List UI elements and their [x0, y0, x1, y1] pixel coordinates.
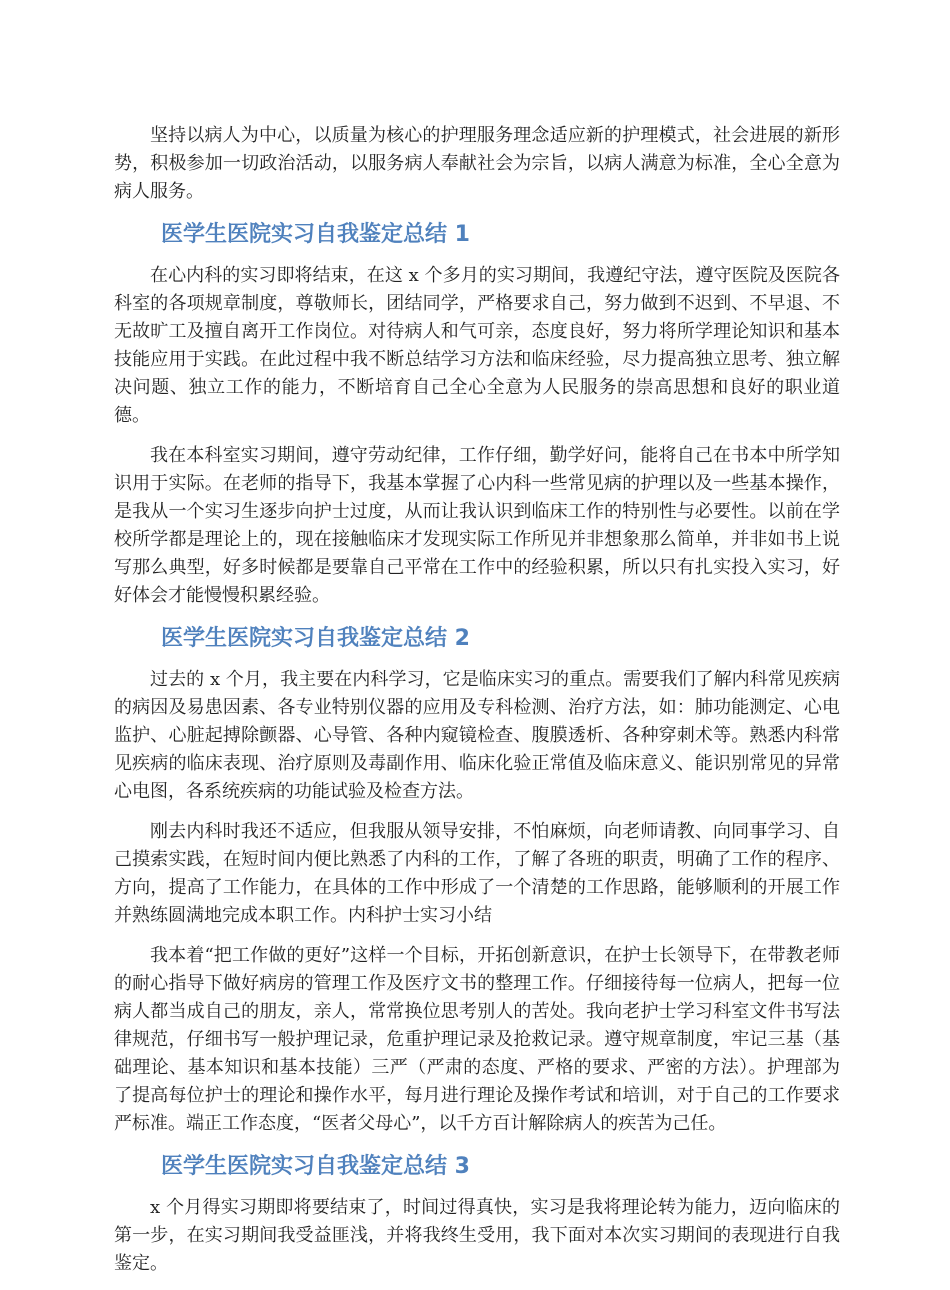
section-3-title: 医学生医院实习自我鉴定总结 3	[161, 1154, 470, 1179]
document-page	[114, 122, 840, 1290]
section-3-paragraph-1: x 个月得实习期即将要结束了，时间过得真快，实习是我将理论转为能力，迈向临床的第一步，在实习期间我受益匪浅，并将我终生受用，我下面对本次实习期间的表现进行自我鉴定。	[114, 1197, 840, 1274]
intro-paragraph: 坚持以病人为中心，以质量为核心的护理服务理念适应新的护理模式，社会进展的新形势，积极参加一切政治活动，以服务病人奉献社会为宗旨，以病人满意为标准，全心全意为病人服务。	[114, 125, 840, 202]
section-2-paragraph-3: 我本着“把工作做的更好”这样一个目标，开拓创新意识，在护士长领导下，在带教老师的耐心指导下做好病房的管理工作及医疗文书的整理工作。仔细接待每一位病人，把每一位病人都当成自己的朋友，亲人，常常换位思考别人的苦处。我向老护士学习科室文件书写法律规范，仔细书写一般护理记录，危重护理记录及抢救记录。遵守规章制度，牢记三基（基础理论、基本知识和基本技能）三严（严肃的态度、严格的要求、严密的方法）。护理部为了提高每位护士的理论和操作水平，每月进行理论及操作考试和培训，对于自己的工作要求严标准。端正工作态度，“医者父母心”，以千方百计解除病人的疾苦为己任。	[114, 945, 840, 1134]
section-1-paragraph-2: 我在本科室实习期间，遵守劳动纪律，工作仔细，勤学好问，能将自己在书本中所学知识用于实际。在老师的指导下，我基本掌握了心内科一些常见病的护理以及一些基本操作，是我从一个实习生逐步向护士过度，从而让我认识到临床工作的特别性与必要性。以前在学校所学都是理论上的，现在接触临床才发现实际工作所见并非想象那么简单，并非如书上说写那么典型，好多时候都是要靠自己平常在工作中的经验积累，所以只有扎实投入实习，好好体会才能慢慢积累经验。	[114, 445, 840, 606]
section-2-paragraph-2: 刚去内科时我还不适应，但我服从领导安排，不怕麻烦，向老师请教、向同事学习、自己摸索实践，在短时间内便比熟悉了内科的工作，了解了各班的职责，明确了工作的程序、方向，提高了工作能力，在具体的工作中形成了一个清楚的工作思路，能够顺利的开展工作并熟练圆满地完成本职工作。内科护士实习小结	[114, 821, 840, 926]
section-2-title: 医学生医院实习自我鉴定总结 2	[161, 626, 470, 651]
section-1-title: 医学生医院实习自我鉴定总结 1	[161, 222, 470, 247]
section-1-paragraph-1: 在心内科的实习即将结束，在这 x 个多月的实习期间，我遵纪守法，遵守医院及医院各科室的各项规章制度，尊敬师长，团结同学，严格要求自己，努力做到不迟到、不早退、不无故旷工及擅自离开工作岗位。对待病人和气可亲，态度良好，努力将所学理论知识和基本技能应用于实践。在此过程中我不断总结学习方法和临床经验，尽力提高独立思考、独立解决问题、独立工作的能力，不断培育自己全心全意为人民服务的崇高思想和良好的职业道德。	[114, 265, 840, 426]
section-2-paragraph-1: 过去的 x 个月，我主要在内科学习，它是临床实习的重点。需要我们了解内科常见疾病的病因及易患因素、各专业特别仪器的应用及专科检测、治疗方法，如：肺功能测定、心电监护、心脏起搏除颤器、心导管、各种内窥镜检查、腹膜透析、各种穿刺术等。熟悉内科常见疾病的临床表现、治疗原则及毒副作用、临床化验正常值及临床意义、能识别常见的异常心电图，各系统疾病的功能试验及检查方法。	[114, 669, 840, 802]
